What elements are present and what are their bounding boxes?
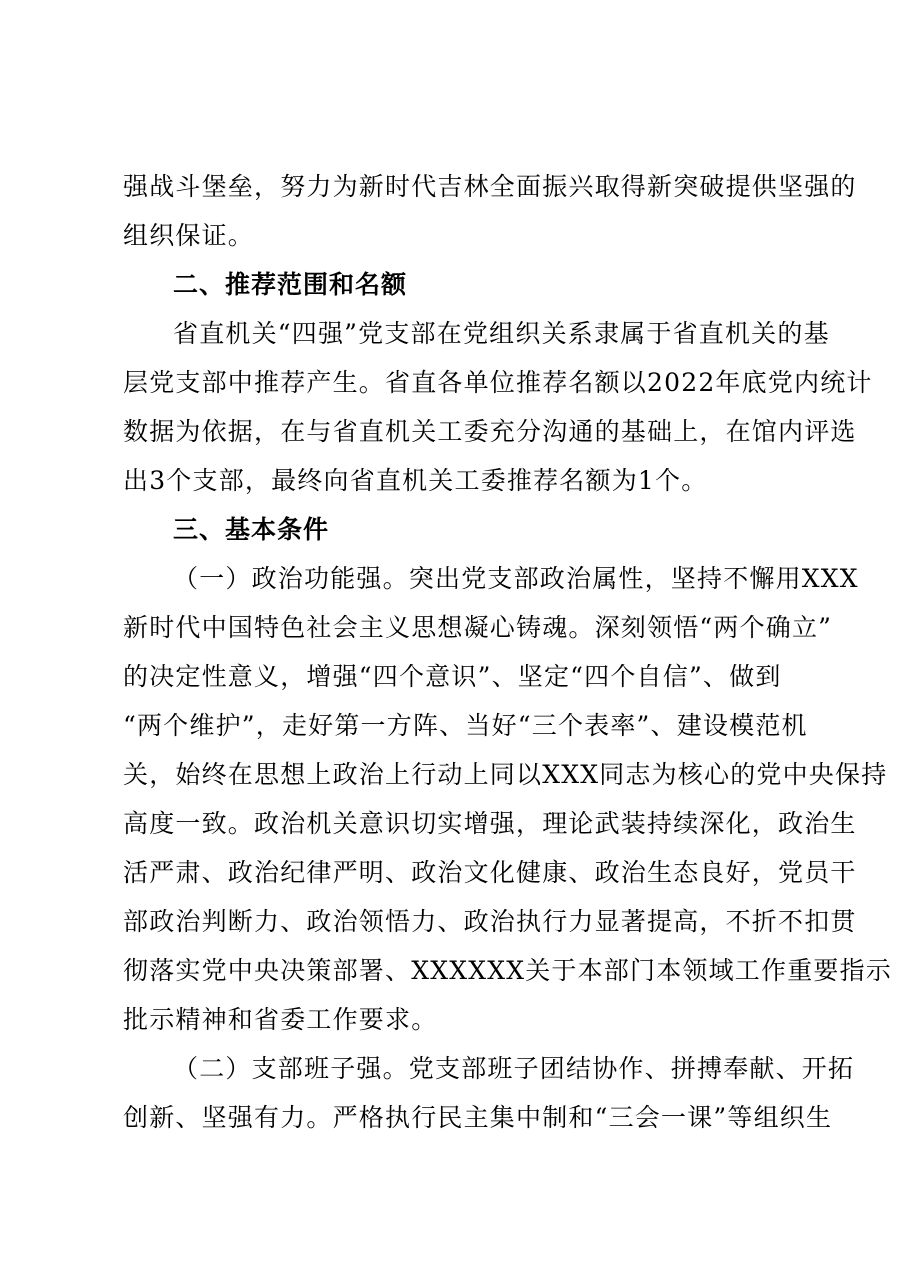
body-line: 活严肃、政治纪律严明、政治文化健康、政治生态良好，党员干 [123,858,857,887]
document-body [123,162,892,1142]
body-line: 高度一致。政治机关意识切实增强，理论武装持续深化，政治生 [123,809,857,838]
paragraph-first-line: 省直机关“四强”党支部在党组织关系隶属于省直机关的基 [173,319,830,348]
body-line: 部政治判断力、政治领悟力、政治执行力显著提高，不折不扣贯 [123,907,857,936]
body-line: 新时代中国特色社会主义思想凝心铸魂。深刻领悟“两个确立” [123,613,833,642]
section-heading: 三、基本条件 [173,515,330,544]
body-line: 数据为依据，在与省直机关工委充分沟通的基础上，在馆内评选 [123,417,857,446]
section-heading: 二、推荐范围和名额 [173,270,408,299]
body-line: “两个维护”，走好第一方阵、当好“三个表率”、建设模范机 [123,711,808,740]
body-line: 组织保证。 [123,221,255,250]
body-line: 关，始终在思想上政治上行动上同以XXX同志为核心的党中央保持 [123,760,888,789]
body-line: 创新、坚强有力。严格执行民主集中制和“三会一课”等组织生 [123,1103,833,1132]
body-line: 出3个支部，最终向省直机关工委推荐名额为1个。 [123,466,708,495]
paragraph-first-line: （一）政治功能强。突出党支部政治属性，坚持不懈用XXX [173,564,859,593]
body-line: 的决定性意义，增强“四个意识”、坚定“四个自信”、做到 [123,662,782,691]
paragraph-first-line: （二）支部班子强。党支部班子团结协作、拼搏奉献、开拓 [173,1054,855,1083]
body-line: 彻落实党中央决策部署、XXXXXX关于本部门本领域工作重要指示 [123,956,892,985]
body-line: 层党支部中推荐产生。省直各单位推荐名额以2022年底党内统计 [123,368,873,397]
body-line: 强战斗堡垒，努力为新时代吉林全面振兴取得新突破提供坚强的 [123,172,857,201]
body-line: 批示精神和省委工作要求。 [123,1005,438,1034]
